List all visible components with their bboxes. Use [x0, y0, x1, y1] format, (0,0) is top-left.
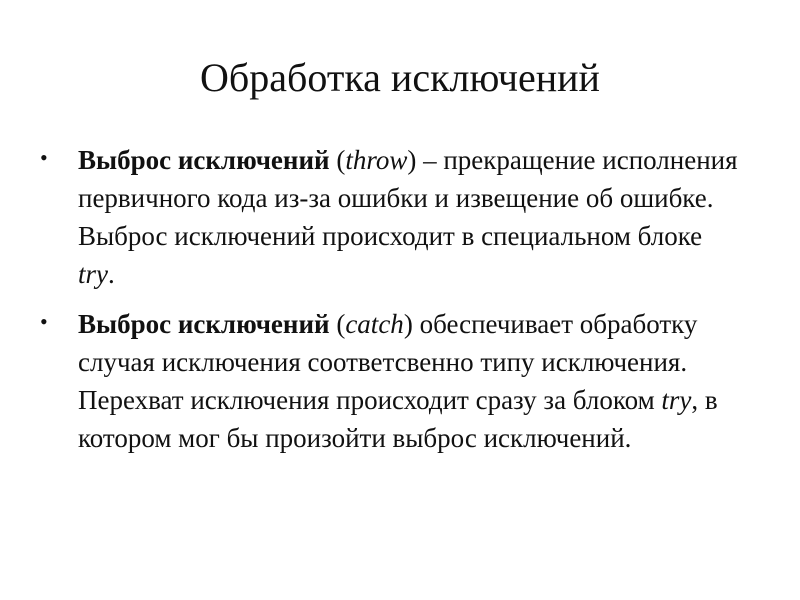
- keyword-catch: catch: [345, 309, 404, 339]
- bullet-text: обеспечивает обработку случая исключения соответсвенно типу исключения. Перехват исключения происходит сразу за блоком: [78, 309, 698, 415]
- paren-close: ): [407, 145, 417, 175]
- keyword-throw: throw: [345, 145, 408, 175]
- bullet-term: Выброс исключений: [78, 309, 330, 339]
- bullet-term: Выброс исключений: [78, 145, 330, 175]
- bullet-dot-icon: •: [40, 145, 48, 170]
- bullet-text-end: , в котором мог бы произойти выброс исключений.: [78, 385, 718, 453]
- bullet-text-end: .: [108, 259, 115, 289]
- keyword-try: try: [78, 259, 108, 289]
- paren-open: (: [329, 309, 346, 339]
- bullet-item-throw: [40, 141, 740, 293]
- slide-title: Обработка исключений: [200, 55, 600, 100]
- paren-open: (: [329, 145, 346, 175]
- bullet-text: – прекращение исполнения первичного кода из-за ошибки и извещение об ошибке. Выброс исключений происходит в специальном блоке: [78, 145, 738, 251]
- bullet-list: [40, 141, 740, 469]
- paren-close: ): [403, 309, 413, 339]
- bullet-dot-icon: •: [40, 309, 48, 334]
- bullet-item-catch: [40, 305, 740, 457]
- keyword-try: try: [661, 385, 692, 415]
